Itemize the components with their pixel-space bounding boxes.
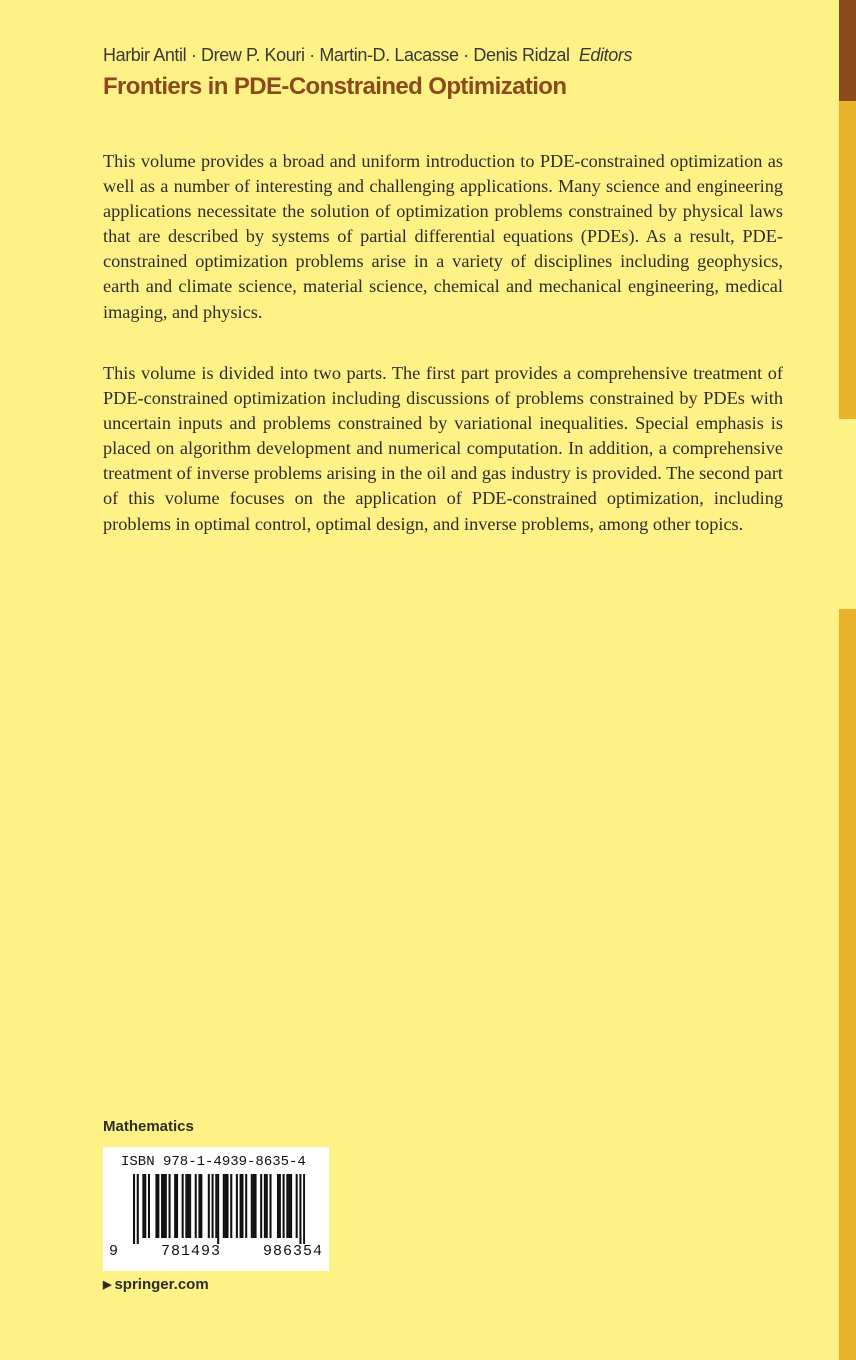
barcode-bar: [217, 1174, 219, 1244]
ean-digit-group-left: 781493: [160, 1243, 221, 1260]
barcode-bar: [182, 1174, 184, 1238]
barcode-bar: [142, 1174, 144, 1238]
barcode-bar: [137, 1174, 139, 1244]
barcode-bar: [283, 1174, 285, 1238]
website-text: springer.com: [114, 1276, 209, 1293]
spine-gold-band-bottom: [839, 609, 856, 1360]
barcode-bar: [240, 1174, 242, 1238]
barcode-bar: [195, 1174, 197, 1238]
barcode-bar: [286, 1174, 288, 1238]
barcode-bar: [245, 1174, 247, 1238]
ean-digits: [109, 1243, 323, 1260]
barcode-bar: [266, 1174, 268, 1238]
barcode-bar: [165, 1174, 167, 1238]
barcode-bar: [157, 1174, 159, 1238]
barcode-bar: [223, 1174, 225, 1238]
ean-digit-group-right: 986354: [262, 1243, 323, 1260]
barcode-bar: [155, 1174, 157, 1238]
barcode-bar: [255, 1174, 257, 1238]
barcode-bar: [198, 1174, 200, 1238]
editors-line: [103, 45, 833, 66]
barcode-bar: [161, 1174, 163, 1238]
barcode-bar: [133, 1174, 135, 1244]
barcode-bar: [144, 1174, 146, 1238]
barcode-bar: [176, 1174, 178, 1238]
blurb-paragraph-1: This volume provides a broad and uniform introduction to PDE-constrained optimization as well as a number of interesting and challenging applications. Many science and engineering applications necessitate the solution of optimization problems constrained by physical laws that are described by systems of partial differential equations (PDEs). As a result, PDE-constrained optimization problems arise in a variety of disciplines including geophysics, earth and climate science, material science, chemical and mechanical engineering, medical imaging, and physics.: [103, 151, 783, 322]
barcode-bar: [260, 1174, 262, 1238]
ean-digit-lead: 9: [109, 1243, 120, 1260]
barcode-bar: [208, 1174, 210, 1238]
blurb-paragraph-2: This volume is divided into two parts. The first part provides a comprehensive treatment of PDE-constrained optimization including discussions of problems constrained by PDEs with uncertain inputs and problems constrained by variational inequalities. Special emphasis is placed on algorithm development and numerical computation. In addition, a comprehensive treatment of inverse problems arising in the oil and gas industry is provided. The second part of this volume focuses on the application of PDE-constrained optimization, including problems in optimal control, optimal design, and inverse problems, among other topics.: [103, 363, 783, 534]
barcode-bar: [277, 1174, 279, 1238]
barcode-bar: [215, 1174, 217, 1238]
subject-label: Mathematics: [103, 1118, 194, 1135]
editors-role: Editors: [578, 45, 633, 65]
website-link[interactable]: [103, 1276, 209, 1293]
barcode-bar: [148, 1174, 150, 1238]
barcode-bar: [226, 1174, 228, 1238]
barcode-bar: [169, 1174, 171, 1238]
barcode-bar: [200, 1174, 202, 1238]
barcode-bar: [253, 1174, 255, 1238]
barcode-bar: [185, 1174, 187, 1238]
barcode-bar: [296, 1174, 298, 1238]
barcode-bar: [236, 1174, 238, 1238]
barcode-bar: [241, 1174, 243, 1238]
isbn-text: ISBN 978-1-4939-8635-4: [121, 1154, 306, 1170]
barcode-bar: [264, 1174, 266, 1238]
barcode-bar: [212, 1174, 214, 1238]
spine-gold-band-top: [839, 101, 856, 419]
editors-names: Harbir Antil · Drew P. Kouri · Martin-D. Lacasse · Denis Ridzal: [103, 45, 570, 65]
barcode-image: [133, 1174, 305, 1244]
barcode-bar: [290, 1174, 292, 1238]
barcode-bar: [230, 1174, 232, 1238]
barcode-bar: [174, 1174, 176, 1238]
spine-edge: [839, 0, 856, 1360]
barcode-bar: [225, 1174, 227, 1238]
barcode-bar: [187, 1174, 189, 1238]
barcode-bar: [288, 1174, 290, 1238]
barcode-bar: [163, 1174, 165, 1238]
book-title: Frontiers in PDE-Constrained Optimization: [103, 73, 567, 100]
barcode-box: [103, 1147, 329, 1271]
triangle-arrow-icon: ▶: [103, 1279, 112, 1291]
barcode-bar: [279, 1174, 281, 1238]
barcode-bar: [299, 1174, 301, 1244]
barcode-bar: [189, 1174, 191, 1238]
barcode-bar: [269, 1174, 271, 1238]
barcode-bar: [303, 1174, 305, 1244]
barcode-bar: [251, 1174, 253, 1238]
spine-brown-band: [839, 0, 856, 101]
